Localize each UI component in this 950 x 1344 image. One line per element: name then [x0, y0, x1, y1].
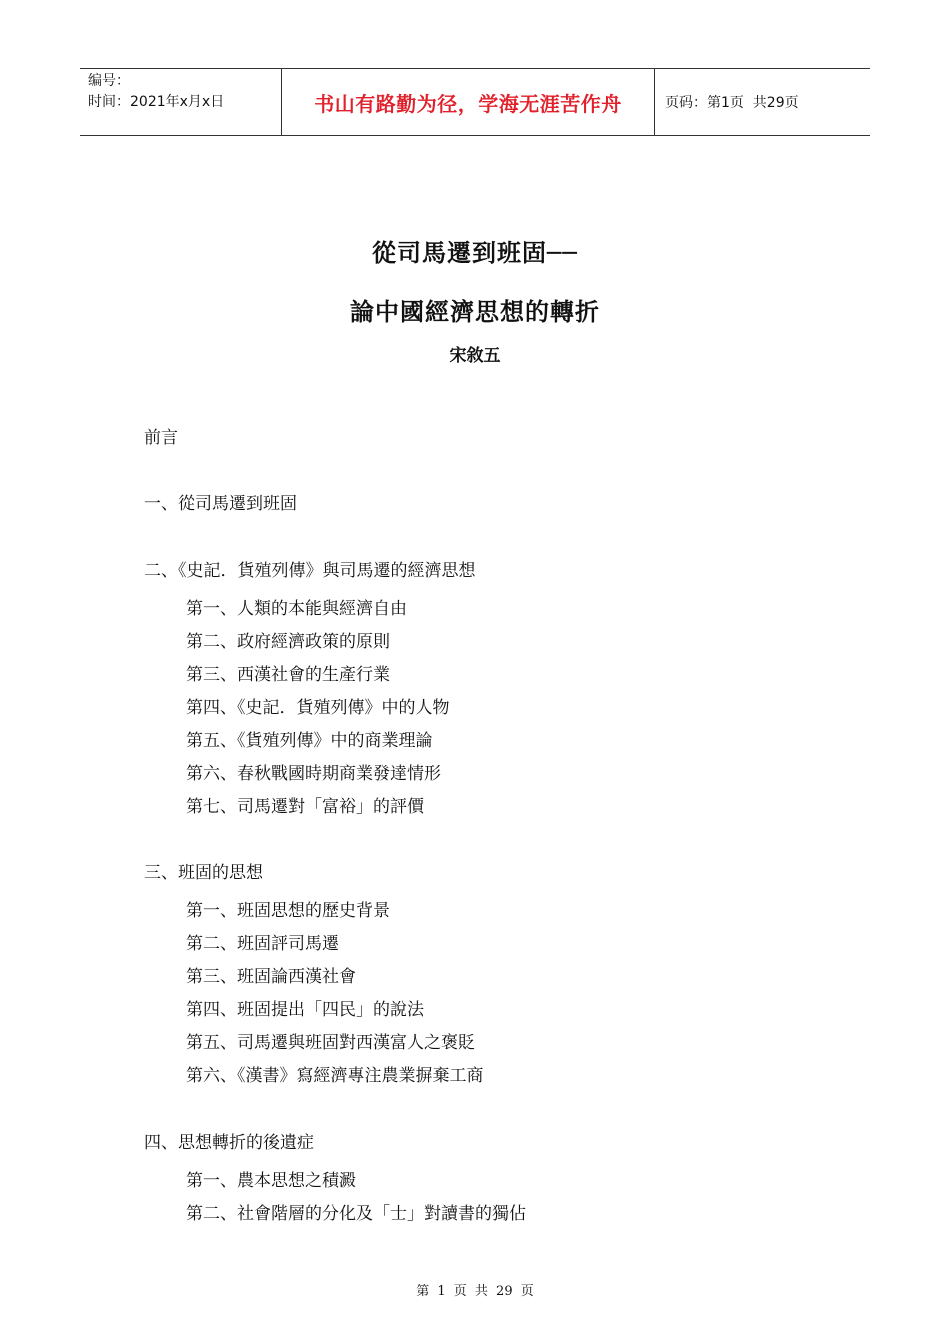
header-page-info-text: 页码：第1页 共29页	[665, 95, 799, 111]
document-title-line2: 論中國經濟思想的轉折	[350, 298, 600, 326]
header-number-label: 编号：	[88, 73, 130, 89]
toc-subsection: 第三、班固論西漢社會	[186, 967, 356, 987]
page-footer: 第 1 页 共 29 页	[416, 1284, 534, 1299]
toc-subsection: 第二、政府經濟政策的原則	[186, 632, 390, 652]
toc-subsection: 第四、《史記．貨殖列傳》中的人物	[186, 698, 450, 718]
toc-subsection: 第一、人類的本能與經濟自由	[186, 599, 407, 619]
toc-subsection: 第一、農本思想之積澱	[186, 1171, 356, 1191]
toc-section: 前言	[144, 428, 178, 448]
toc-subsection: 第二、班固評司馬遷	[186, 934, 339, 954]
page-header	[80, 68, 870, 136]
toc-section: 三、班固的思想	[144, 863, 263, 883]
document-title-line1: 從司馬遷到班固──	[372, 239, 578, 267]
toc-section: 二、《史記．貨殖列傳》與司馬遷的經濟思想	[144, 561, 476, 581]
toc-subsection: 第二、社會階層的分化及「士」對讀書的獨佔	[186, 1204, 526, 1224]
header-page-info	[655, 69, 870, 135]
toc-subsection: 第六、《漢書》寫經濟專注農業摒棄工商	[186, 1066, 484, 1086]
toc-section: 四、思想轉折的後遺症	[144, 1133, 314, 1153]
toc-subsection: 第五、司馬遷與班固對西漢富人之褒貶	[186, 1033, 475, 1053]
toc-section: 一、從司馬遷到班固	[144, 494, 297, 514]
toc-subsection: 第七、司馬遷對「富裕」的評價	[186, 797, 424, 817]
toc-subsection: 第一、班固思想的歷史背景	[186, 901, 390, 921]
header-meta	[80, 69, 282, 135]
toc-subsection: 第三、西漢社會的生產行業	[186, 665, 390, 685]
toc-subsection: 第四、班固提出「四民」的說法	[186, 1000, 424, 1020]
header-motto: 书山有路勤为径，学海无涯苦作舟	[282, 69, 655, 135]
toc-subsection: 第六、春秋戰國時期商業發達情形	[186, 764, 441, 784]
header-time-label: 时间：2021年x月x日	[88, 94, 225, 110]
document-author: 宋敘五	[449, 346, 501, 366]
toc-subsection: 第五、《貨殖列傳》中的商業理論	[186, 731, 433, 751]
